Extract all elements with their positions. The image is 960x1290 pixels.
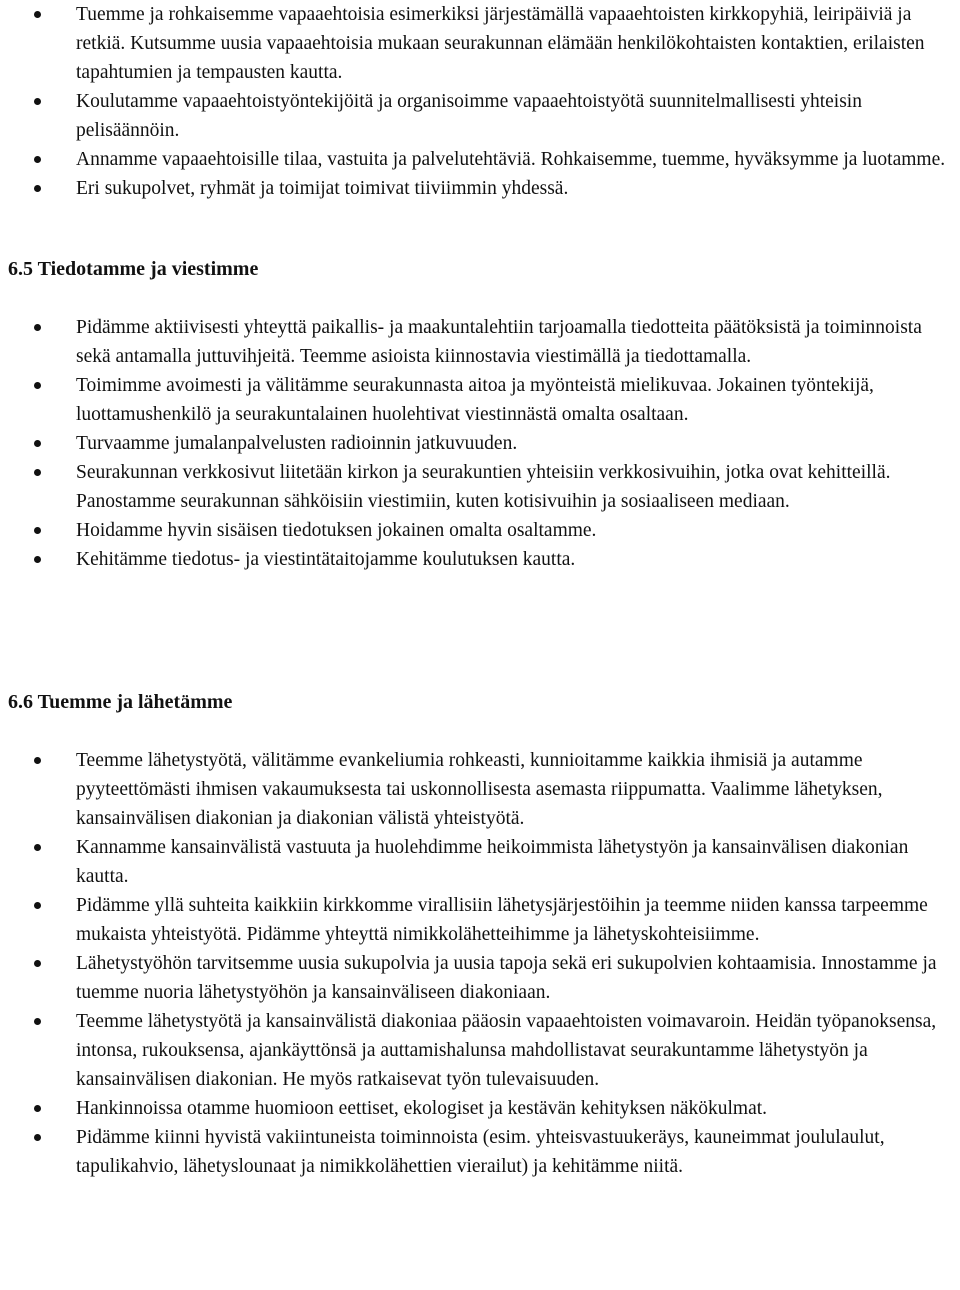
section-heading-6-5: 6.5 Tiedotamme ja viestimme <box>8 258 259 280</box>
list-item: Teemme lähetystyötä ja kansainvälistä diakoniaa pääosin vapaaehtoisten voimavaroin. Heidän työpanoksensa, intonsa, rukouksensa, ajankäyttönsä ja auttamishalunsa mahdollistavat seurakuntamme lähetystyön ja kansainvälisen diakonian. He myös ratkaisevat työn tulevaisuuden. <box>76 1007 956 1094</box>
section-heading-6-6: 6.6 Tuemme ja lähetämme <box>8 691 233 713</box>
list-item: Pidämme kiinni hyvistä vakiintuneista toiminnoista (esim. yhteisvastuukeräys, kauneimmat joululaulut, tapulikahvio, lähetyslounaat ja nimikkolähettien vierailut) ja kehitämme niitä. <box>76 1123 956 1181</box>
intro-list <box>0 0 956 203</box>
list-item: Kannamme kansainvälistä vastuuta ja huolehdimme heikoimmista lähetystyön ja kansainvälisen diakonian kautta. <box>76 833 956 891</box>
list-item: Eri sukupolvet, ryhmät ja toimijat toimivat tiiviimmin yhdessä. <box>76 174 956 203</box>
list-item: Hankinnoissa otamme huomioon eettiset, ekologiset ja kestävän kehityksen näkökulmat. <box>76 1094 956 1123</box>
list-item: Kehitämme tiedotus- ja viestintätaitojamme koulutuksen kautta. <box>76 545 956 574</box>
list-item: Seurakunnan verkkosivut liitetään kirkon ja seurakuntien yhteisiin verkkosivuihin, jotka ovat kehitteillä. Panostamme seurakunnan sähköisiin viestimiin, kuten kotisivuihin ja sosiaaliseen mediaan. <box>76 458 956 516</box>
list-item: Toimimme avoimesti ja välitämme seurakunnasta aitoa ja myönteistä mielikuvaa. Jokainen työntekijä, luottamushenkilö ja seurakuntalainen huolehtivat viestinnästä omalta osaltaan. <box>76 371 956 429</box>
list-item: Pidämme yllä suhteita kaikkiin kirkkomme virallisiin lähetysjärjestöihin ja teemme niiden kanssa tarpeemme mukaista yhteistyötä. Pidämme yhteyttä nimikkolähetteihimme ja lähetyskohteisiimme. <box>76 891 956 949</box>
list-item: Annamme vapaaehtoisille tilaa, vastuita ja palvelutehtäviä. Rohkaisemme, tuemme, hyväksymme ja luotamme. <box>76 145 956 174</box>
list-item: Lähetystyöhön tarvitsemme uusia sukupolvia ja uusia tapoja sekä eri sukupolvien kohtaamisia. Innostamme ja tuemme nuoria lähetystyöhön ja kansainväliseen diakoniaan. <box>76 949 956 1007</box>
list-item: Turvaamme jumalanpalvelusten radioinnin jatkuvuuden. <box>76 429 956 458</box>
list-item: Koulutamme vapaaehtoistyöntekijöitä ja organisoimme vapaaehtoistyötä suunnitelmallisesti yhteisin pelisäännöin. <box>76 87 956 145</box>
list-item: Teemme lähetystyötä, välitämme evankeliumia rohkeasti, kunnioitamme kaikkia ihmisiä ja autamme pyyteettömästi ihmisen vakaumuksesta tai uskonnollisesta asemasta riippumatta. Vaalimme lähetyksen, kansainvälisen diakonian ja diakonian välistä yhteistyötä. <box>76 746 956 833</box>
list-item: Tuemme ja rohkaisemme vapaaehtoisia esimerkiksi järjestämällä vapaaehtoisten kirkkopyhiä, leiripäiviä ja retkiä. Kutsumme uusia vapaaehtoisia mukaan seurakunnan elämään henkilökohtaisten kontaktien, erilaisten tapahtumien ja tempausten kautta. <box>76 0 956 87</box>
section-6-6-list <box>0 746 956 1181</box>
list-item: Pidämme aktiivisesti yhteyttä paikallis- ja maakuntalehtiin tarjoamalla tiedotteita päätöksistä ja toiminnoista sekä antamalla juttuvihjeitä. Teemme asioista kiinnostavia viestimällä ja tiedottamalla. <box>76 313 956 371</box>
section-6-5-list <box>0 313 956 574</box>
list-item: Hoidamme hyvin sisäisen tiedotuksen jokainen omalta osaltamme. <box>76 516 956 545</box>
